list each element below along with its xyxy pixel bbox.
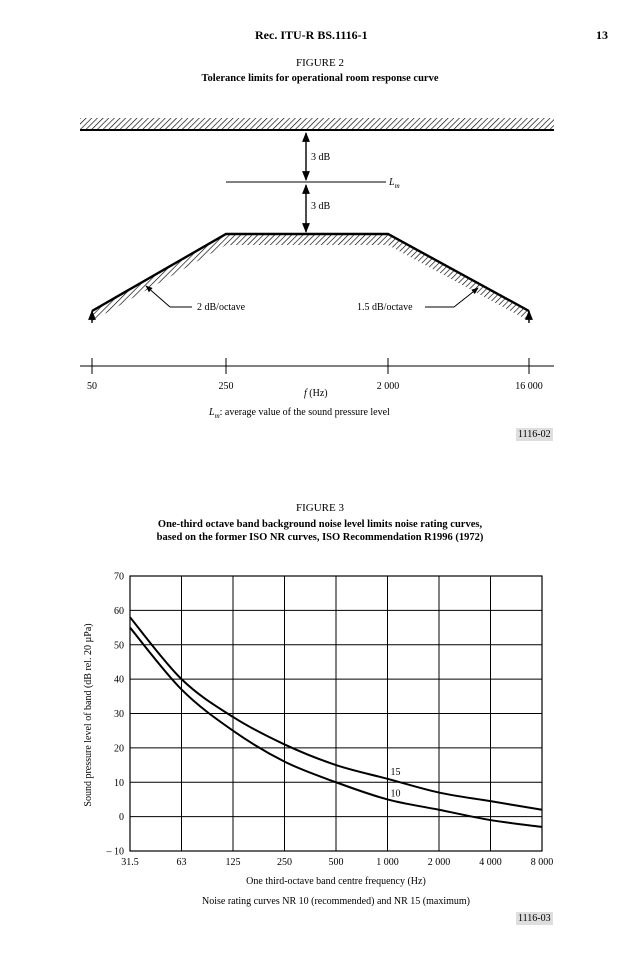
series-label-nr-10: 10 <box>390 788 401 800</box>
y-tick-label: 0 <box>119 812 124 824</box>
note-text: : average value of the sound pressure level <box>219 407 390 418</box>
frequency-tick-label: 16 000 <box>515 381 543 392</box>
frequency-axis-label: f (Hz) <box>304 388 328 399</box>
x-tick-label: 63 <box>176 857 187 868</box>
x-axis-label: One third-octave band centre frequency (Hz) <box>246 876 426 887</box>
y-tick-label: 70 <box>114 571 124 583</box>
y-tick-label: – 10 <box>106 846 124 858</box>
upper-tolerance-label: 3 dB <box>311 152 331 163</box>
note-symbol: $L_m$ <box>209 407 220 420</box>
frequency-tick-label: 250 <box>218 381 234 392</box>
y-tick-label: 40 <box>114 674 124 686</box>
figure3-title-line2: based on the former ISO NR curves, ISO Recommendation R1996 (1972) <box>156 532 484 543</box>
lower-tolerance-label: 3 dB <box>311 201 331 212</box>
y-tick-label: 10 <box>114 777 124 789</box>
running-header-title: Rec. ITU-R BS.1116-1 <box>255 28 368 42</box>
figure3-reference: 1116-03 <box>518 913 551 924</box>
y-tick-label: 20 <box>114 743 124 755</box>
y-tick-label: 50 <box>114 640 124 652</box>
frequency-tick-label: 2 000 <box>376 381 400 392</box>
page-number: 13 <box>596 28 608 42</box>
x-tick-label: 500 <box>328 857 344 868</box>
x-tick-label: 31.5 <box>121 857 139 868</box>
figure2-number: FIGURE 2 <box>296 57 344 69</box>
figure3-number: FIGURE 3 <box>296 502 344 514</box>
lm-label: $L_m$ <box>389 177 400 190</box>
y-tick-label: 30 <box>114 709 124 720</box>
x-tick-label: 125 <box>225 857 241 868</box>
figure2-title: Tolerance limits for operational room response curve <box>201 73 439 84</box>
x-tick-label: 8 000 <box>530 857 554 868</box>
y-tick-label: 60 <box>114 605 124 617</box>
frequency-tick-label: 50 <box>87 381 97 392</box>
x-tick-label: 250 <box>277 857 292 868</box>
figure3-caption: Noise rating curves NR 10 (recommended) and NR 15 (maximum) <box>202 896 470 907</box>
figure2-reference: 1116-02 <box>518 429 551 440</box>
figure3-title-line1: One-third octave band background noise level limits noise rating curves, <box>157 519 483 530</box>
x-tick-label: 2 000 <box>427 857 451 868</box>
x-tick-label: 1 000 <box>376 857 399 868</box>
slope-right-label: 1.5 dB/octave <box>357 302 413 313</box>
series-label-nr-15: 15 <box>390 766 401 778</box>
slope-left-label: 2 dB/octave <box>197 302 246 313</box>
y-axis-label: Sound pressure level of band (dB rel. 20 µPa) <box>83 623 94 807</box>
x-tick-label: 4 000 <box>479 857 502 868</box>
